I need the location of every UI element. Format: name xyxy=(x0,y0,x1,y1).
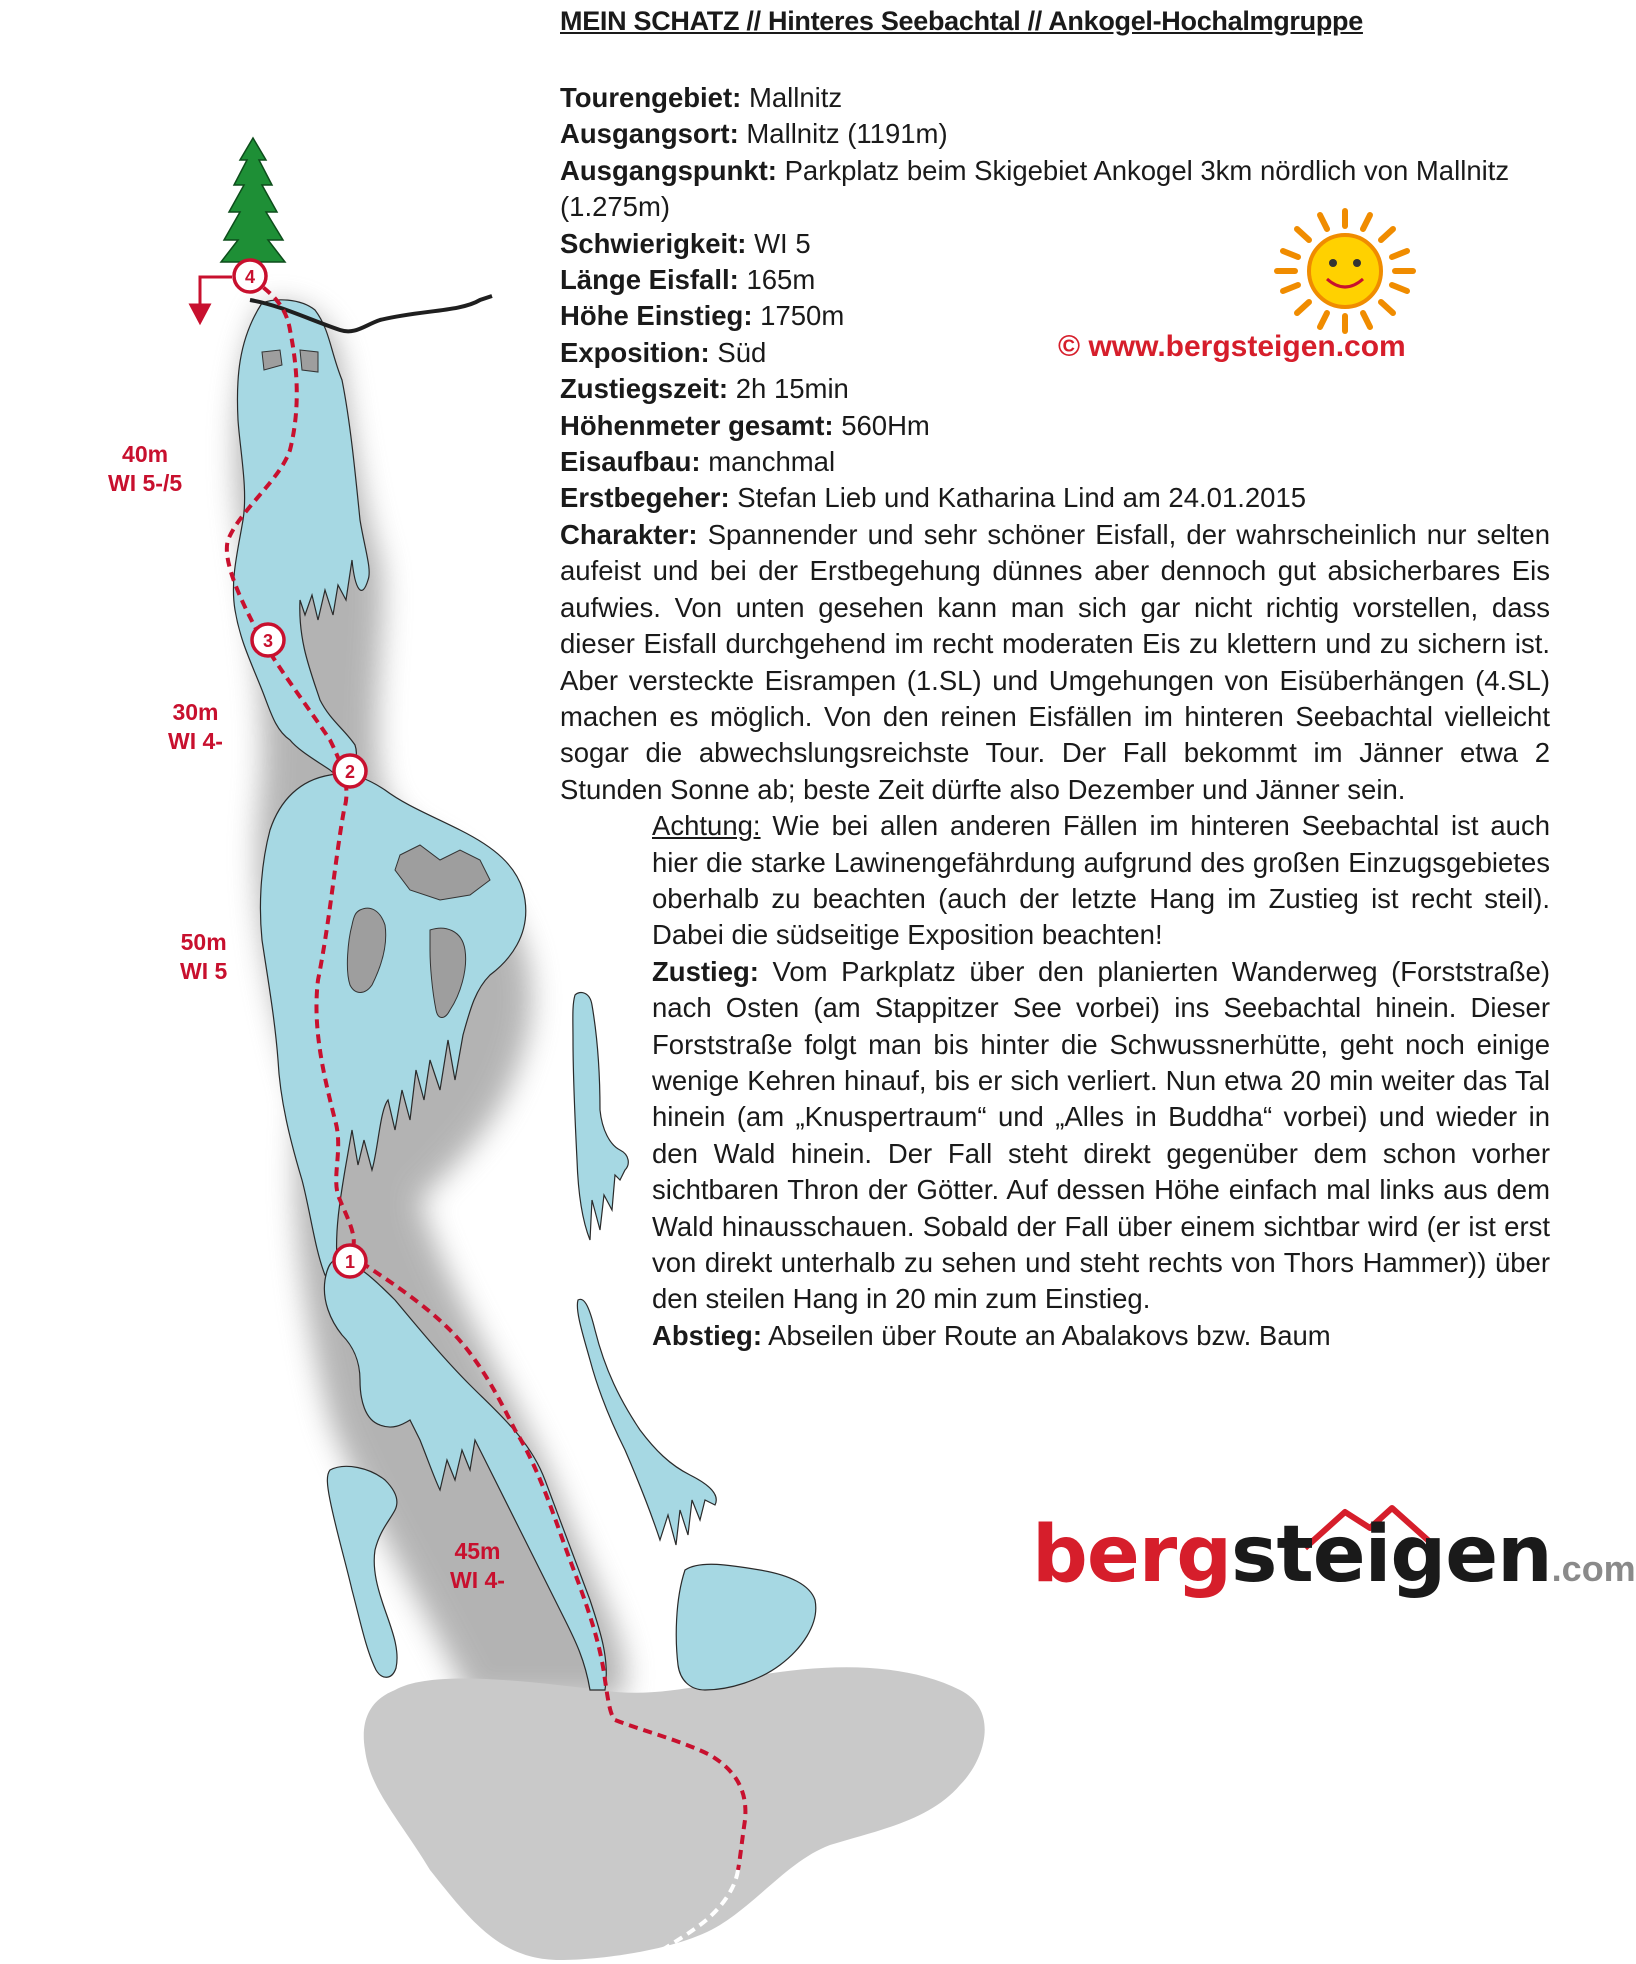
info-erstbegeher: Erstbegeher: Stefan Lieb und Katharina Lind am 24.01.2015 xyxy=(560,482,1307,514)
pitch-4-label: 40m WI 5-/5 xyxy=(108,441,183,496)
ice-lower-left xyxy=(327,1466,397,1677)
route-info xyxy=(560,80,1550,1354)
page-title: MEIN SCHATZ // Hinteres Seebachtal // Ankogel-Hochalmgruppe xyxy=(560,6,1363,36)
belay-1 xyxy=(334,1245,366,1277)
info-abstieg: Abstieg: Abseilen über Route an Abalakovs bzw. Baum xyxy=(652,1319,1331,1351)
pitch-2-label: 50m WI 5 xyxy=(180,929,228,984)
info-achtung: Achtung: Wie bei allen anderen Fällen im hinteren Seebachtal ist auch hier die starke Lawinengefährdung aufgrund des großen Einzugsgebietes oberhalb zu beachten (auch der letzte Hang im Zustieg ist recht steil). Dabei die südseitige Exposition beachten! xyxy=(652,810,1551,951)
snow-slope xyxy=(364,1667,985,1960)
belay-4 xyxy=(234,260,266,292)
info-laenge: Länge Eisfall: 165m xyxy=(560,264,816,296)
svg-text:2: 2 xyxy=(344,762,356,782)
descent-arrow-icon xyxy=(191,277,232,322)
info-ausgangsort: Ausgangsort: Mallnitz (1191m) xyxy=(560,118,948,150)
svg-text:4: 4 xyxy=(244,267,256,287)
info-hoehenmeter: Höhenmeter gesamt: 560Hm xyxy=(560,409,930,441)
info-hoehe-einstieg: Höhe Einstieg: 1750m xyxy=(560,300,845,332)
belay-2 xyxy=(334,755,366,787)
info-schwierigkeit: Schwierigkeit: WI 5 xyxy=(560,227,811,259)
bergsteigen-logo: bergsteigen.com xyxy=(1032,1510,1636,1600)
pitch-3-label: 30m WI 4- xyxy=(168,699,223,754)
info-tourengebiet: Tourengebiet: Mallnitz xyxy=(560,82,843,113)
info-charakter: Charakter: Spannender und sehr schöner Eisfall, der wahrscheinlich nur selten aufeist und bei der Erstbegehung dünnes aber dennoch gut absicherbares Eis aufwies. Von unten gesehen kann man sich gar nicht richtig vorstellen, dass dieser Eisfall durchgehend im recht moderaten Eis zu klettern und zu sichern ist. Aber versteckte Eisrampen (1.SL) und Umgehungen von Eisüberhängen (4.SL) machen es möglich. Von den reinen Eisfällen im hinteren Seebachtal vielleicht sogar die abwechslungsreichste Tour. Der Fall bekommt im Jänner etwa 2 Stunden Sonne ab; beste Zeit dürfte also Dezember und Jänner sein. xyxy=(560,518,1551,805)
copyright: © www.bergsteigen.com xyxy=(1058,330,1406,363)
pitch-1-label: 45m WI 4- xyxy=(450,1538,505,1593)
info-exposition: Exposition: Süd xyxy=(560,336,767,368)
info-zustieg: Zustieg: Vom Parkplatz über den planierten Wanderweg (Forststraße) nach Osten (am Stappitzer See vorbei) ins Seebachtal hinein. Dieser Forststraße folgt man bis hinter die Schwussnerhütte, geht noch einige wenige Kehren hinauf, bis er sich verliert. Nun etwa 20 min weiter das Tal hinein (am „Knuspertraum“ und „Alles in Buddha“ vorbei) und wieder in den Wald hinein. Der Fall steht direkt gegenüber dem schon vorher sichtbaren Thron der Götter. Auf dessen Höhe einfach mal links aus dem Wald hinausschauen. Sobald der Fall über einem sichtbar wird (er ist erst von direkt unterhalb zu sehen und steht rechts von Thors Hammer)) über den steilen Hang in 20 min zum Einstieg. xyxy=(652,955,1551,1315)
info-zustiegszeit: Zustiegszeit: 2h 15min xyxy=(560,373,849,405)
info-ausgangspunkt: Ausgangspunkt: Parkplatz beim Skigebiet Ankogel 3km nördlich von Mallnitz (1.275m) xyxy=(560,154,1510,223)
belay-3 xyxy=(252,624,284,656)
info-eisaufbau: Eisaufbau: manchmal xyxy=(560,446,836,478)
svg-text:3: 3 xyxy=(262,631,274,651)
svg-text:1: 1 xyxy=(344,1252,356,1272)
